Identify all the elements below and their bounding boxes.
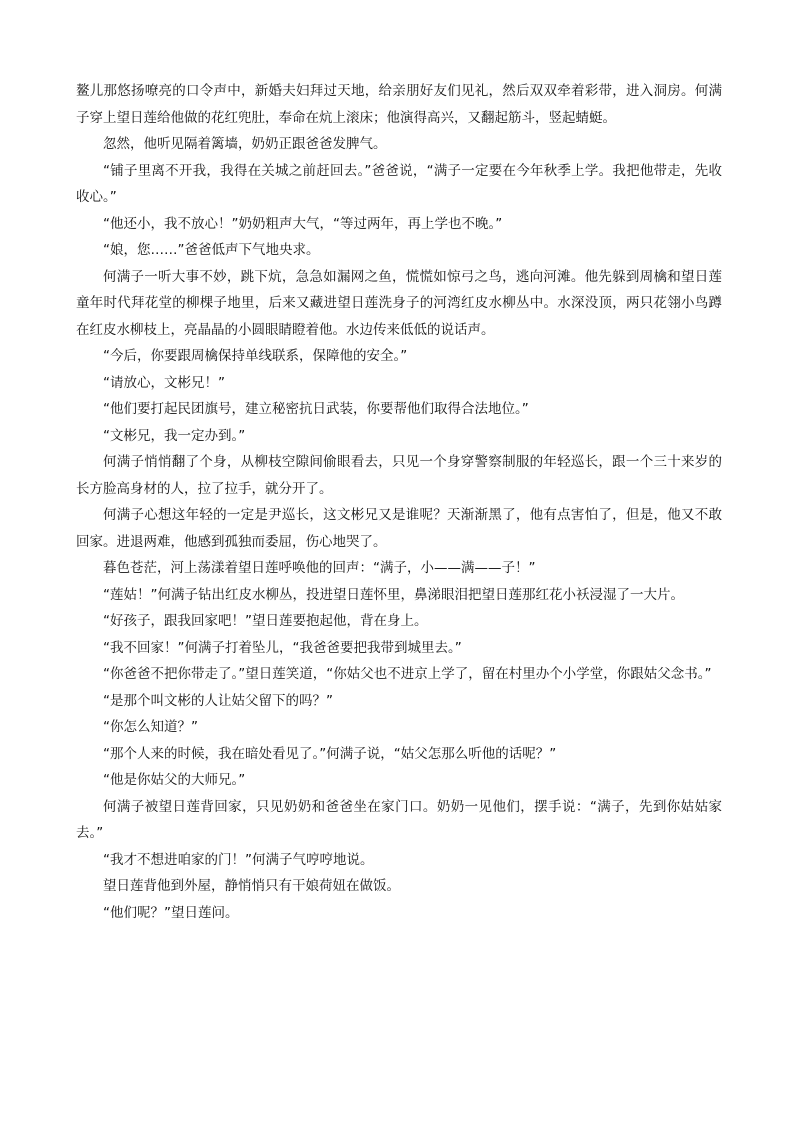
paragraph: “他们呢？”望日莲问。 xyxy=(103,904,239,921)
paragraph: “娘，您……”爸爸低声下气地央求。 xyxy=(103,242,320,258)
paragraph: 忽然，他听见隔着篱墙，奶奶正跟爸爸发脾气。 xyxy=(103,136,387,152)
paragraph: 何满子心想这年轻的一定是尹巡长，这文彬兄又是谁呢？天渐渐黑了，他有点害怕了，但是，他又不敢回家。进退两难，他感到孤独而委屈，伤心地哭了。 xyxy=(76,507,722,550)
paragraph: 何满子一听大事不妙，跳下炕，急急如漏网之鱼，慌慌如惊弓之鸟，逃向河滩。他先躲到周檎和望日莲童年时代拜花堂的柳棵子地里，后来又藏进望日莲洗身子的河湾红皮水柳丛中。水深没顶，两只花翎小鸟蹲在红皮水柳枝上，亮晶晶的小圆眼睛瞪着他。水边传来低低的说话声。 xyxy=(76,268,722,338)
body-text xyxy=(76,78,722,926)
paragraph: “你怎么知道？” xyxy=(103,719,198,735)
paragraph: 暮色苍茫，河上荡漾着望日莲呼唤他的回声：“满子，小——满——子！” xyxy=(103,560,536,576)
paragraph: “请放心，文彬兄！” xyxy=(103,374,225,391)
paragraph: “文彬兄，我一定办到。” xyxy=(103,427,246,444)
paragraph: “莲姑！”何满子钻出红皮水柳丛，投进望日莲怀里，鼻涕眼泪把望日莲那红花小袄浸湿了一大片。 xyxy=(103,586,684,603)
paragraph: “他还小，我不放心！”奶奶粗声大气，“等过两年，再上学也不晚。” xyxy=(103,215,503,232)
paragraph: “那个人来的时候，我在暗处看见了。”何满子说，“姑父怎那么听他的话呢？” xyxy=(103,745,557,762)
paragraph: 望日莲背他到外屋，静悄悄只有干娘荷妞在做饭。 xyxy=(103,878,400,894)
paragraph: “他们要打起民团旗号，建立秘密抗日武装，你要帮他们取得合法地位。” xyxy=(103,401,529,417)
paragraph: 何满子被望日莲背回家，只见奶奶和爸爸坐在家门口。奶奶一见他们，摆手说：“满子，先到你姑姑家去。” xyxy=(76,798,722,841)
paragraph: “他是你姑父的大师兄。” xyxy=(103,772,246,788)
paragraph: “我不回家！”何满子打着坠儿，“我爸爸要把我带到城里去。” xyxy=(103,639,462,656)
paragraph: “你爸爸不把你带走了。”望日莲笑道，“你姑父也不进京上学了，留在村里办个小学堂，你跟姑父念书。” xyxy=(103,666,712,682)
paragraph: “是那个叫文彬的人让姑父留下的吗？” xyxy=(103,692,333,709)
paragraph: 何满子悄悄翻了个身，从柳枝空隙间偷眼看去，只见一个身穿警察制服的年轻巡长，跟一个三十来岁的长方脸高身材的人，拉了拉手，就分开了。 xyxy=(76,454,722,497)
paragraph: “好孩子，跟我回家吧！”望日莲要抱起他，背在身上。 xyxy=(103,613,428,629)
paragraph: 鳌儿那悠扬嘹亮的口令声中，新婚夫妇拜过天地，给亲朋好友们见礼，然后双双牵着彩带，进入洞房。何满子穿上望日莲给他做的花红兜肚，奉命在炕上滚床；他演得高兴，又翻起筋斗，竖起蜻蜓。 xyxy=(76,83,722,126)
paragraph: “我才不想进咱家的门！”何满子气哼哼地说。 xyxy=(103,851,374,868)
paragraph: “铺子里离不开我，我得在关城之前赶回去。”爸爸说，“满子一定要在今年秋季上学。我把他带走，先收收心。” xyxy=(76,162,722,205)
paragraph: “今后，你要跟周檎保持单线联系，保障他的安全。” xyxy=(103,348,408,364)
